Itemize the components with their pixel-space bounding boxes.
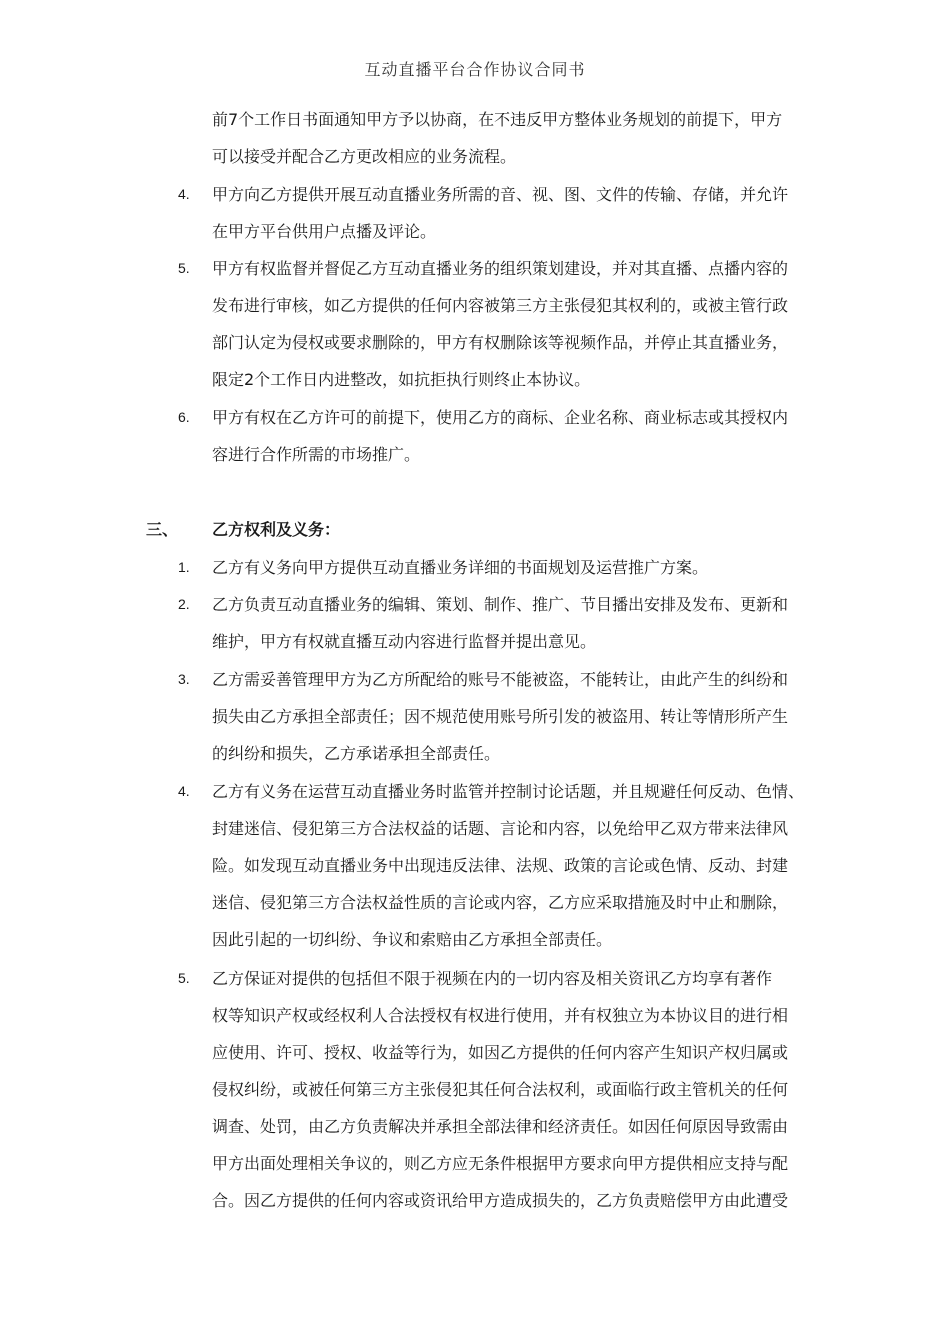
section-title: 乙方权利及义务： [212, 520, 341, 539]
list-item-text [212, 960, 822, 1219]
paragraph-line: 乙方有义务向甲方提供互动直播业务详细的书面规划及运营推广方案。 [212, 558, 709, 577]
list-item-text [212, 250, 822, 398]
list-item-text [212, 549, 822, 586]
list-item-number: 5. [178, 970, 190, 986]
paragraph-line: 甲方有权在乙方许可的前提下，使用乙方的商标、企业名称、商业标志或其授权内 [212, 408, 789, 427]
list-item-number: 4. [178, 783, 190, 799]
paragraph-line: 损失由乙方承担全部责任；因不规范使用账号所引发的被盗用、转让等情形所产生 [212, 707, 789, 726]
paragraph-line: 发布进行审核，如乙方提供的任何内容被第三方主张侵犯其权利的，或被主管行政 [212, 296, 789, 315]
paragraph-line: 调查、处罚，由乙方负责解决并承担全部法律和经济责任。如因任何原因导致需由 [212, 1117, 789, 1136]
paragraph-line: 容进行合作所需的市场推广。 [212, 445, 421, 464]
paragraph-line: 合。因乙方提供的任何内容或资讯给甲方造成损失的，乙方负责赔偿甲方由此遭受 [212, 1191, 789, 1210]
list-item-number: 4. [178, 186, 190, 202]
paragraph-line: 甲方向乙方提供开展互动直播业务所需的音、视、图、文件的传输、存储，并允许 [212, 185, 789, 204]
paragraph-line: 乙方有义务在运营互动直播业务时监管并控制讨论话题，并且规避任何反动、色情、 [212, 782, 805, 801]
list-item-text [212, 586, 822, 660]
paragraph-line: 侵权纠纷，或被任何第三方主张侵犯其任何合法权利，或面临行政主管机关的任何 [212, 1080, 789, 1099]
section-number: 三、 [146, 520, 179, 539]
paragraph-line: 险。如发现互动直播业务中出现违反法律、法规、政策的言论或色情、反动、封建 [212, 856, 789, 875]
list-item-text [212, 399, 822, 473]
list-item-number: 1. [178, 559, 190, 575]
list-item-number: 6. [178, 409, 190, 425]
paragraph-line: 封建迷信、侵犯第三方合法权益的话题、言论和内容，以免给甲乙双方带来法律风 [212, 819, 789, 838]
paragraph-line: 权等知识产权或经权利人合法授权有权进行使用，并有权独立为本协议目的进行相 [212, 1006, 789, 1025]
list-item-text [212, 661, 822, 772]
list-item-number: 5. [178, 260, 190, 276]
list-item-text [212, 176, 822, 250]
paragraph-line: 可以接受并配合乙方更改相应的业务流程。 [212, 147, 517, 166]
list-item-text [212, 773, 822, 958]
page-header-title: 互动直播平台合作协议合同书 [364, 60, 586, 79]
paragraph-line: 部门认定为侵权或要求删除的，甲方有权删除该等视频作品，并停止其直播业务， [212, 333, 789, 352]
paragraph-line: 迷信、侵犯第三方合法权益性质的言论或内容，乙方应采取措施及时中止和删除， [212, 893, 789, 912]
paragraph-line: 甲方有权监督并督促乙方互动直播业务的组织策划建设，并对其直播、点播内容的 [212, 259, 789, 278]
paragraph-line: 乙方需妥善管理甲方为乙方所配给的账号不能被盗，不能转让，由此产生的纠纷和 [212, 670, 789, 689]
list-item-number: 3. [178, 671, 190, 687]
paragraph-line: 前7个工作日书面通知甲方予以协商，在不违反甲方整体业务规划的前提下，甲方 [212, 110, 783, 129]
paragraph-line: 乙方保证对提供的包括但不限于视频在内的一切内容及相关资讯乙方均享有著作 [212, 969, 773, 988]
paragraph-line: 因此引起的一切纠纷、争议和索赔由乙方承担全部责任。 [212, 930, 613, 949]
paragraph-line: 应使用、许可、授权、收益等行为，如因乙方提供的任何内容产生知识产权归属或 [212, 1043, 789, 1062]
paragraph-line: 甲方出面处理相关争议的，则乙方应无条件根据甲方要求向甲方提供相应支持与配 [212, 1154, 789, 1173]
paragraph-line: 限定2个工作日内进整改，如抗拒执行则终止本协议。 [212, 370, 591, 389]
list-item-number: 2. [178, 596, 190, 612]
paragraph-line: 在甲方平台供用户点播及评论。 [212, 222, 437, 241]
paragraph-line: 的纠纷和损失，乙方承诺承担全部责任。 [212, 744, 501, 763]
continuation-paragraph [212, 101, 822, 175]
paragraph-line: 乙方负责互动直播业务的编辑、策划、制作、推广、节目播出安排及发布、更新和 [212, 595, 789, 614]
paragraph-line: 维护，甲方有权就直播互动内容进行监督并提出意见。 [212, 632, 597, 651]
